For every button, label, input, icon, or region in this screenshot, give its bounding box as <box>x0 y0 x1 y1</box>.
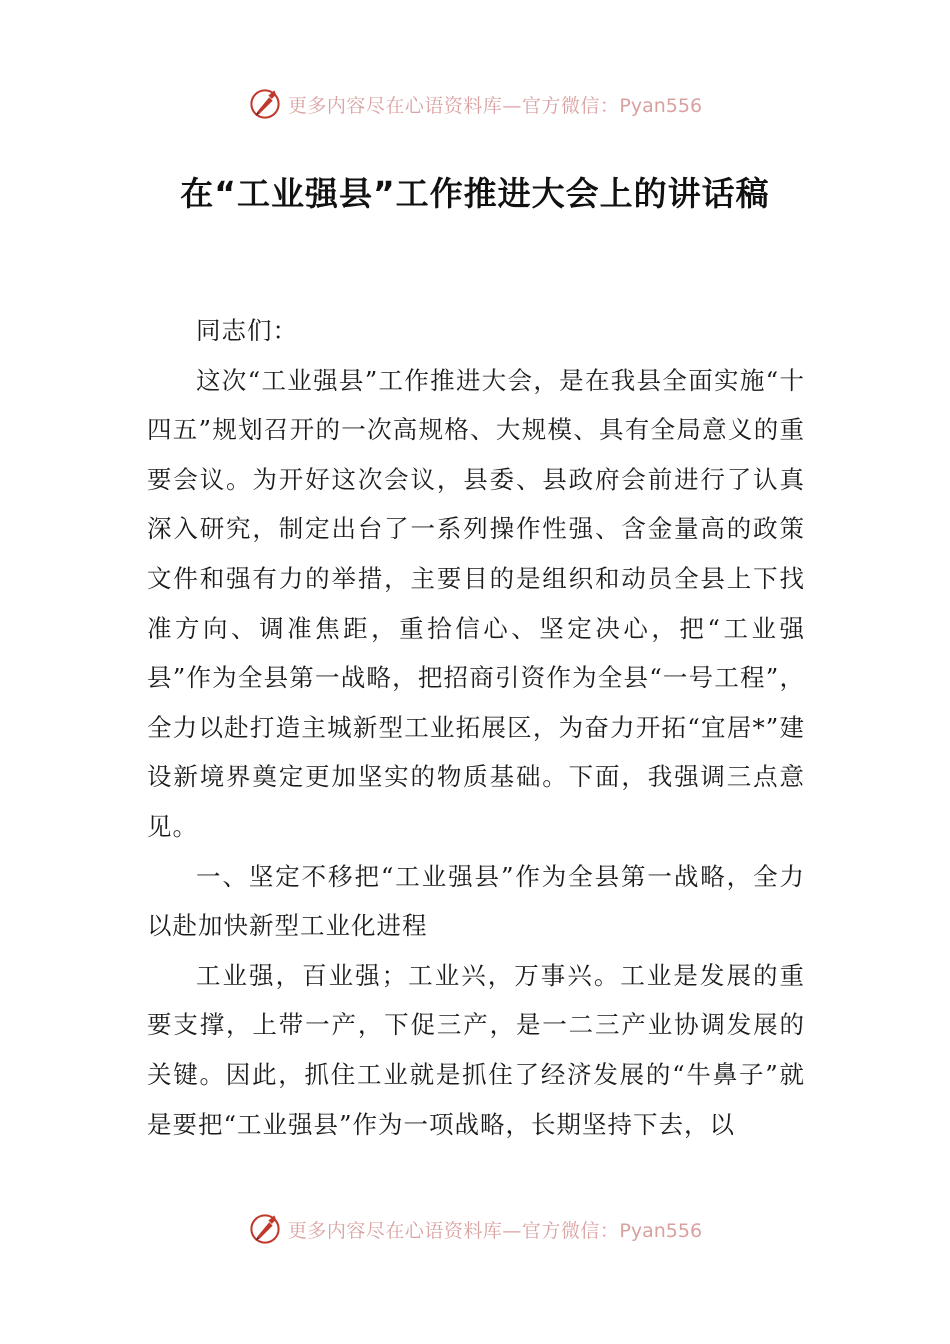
section-heading-1: 一、坚定不移把“工业强县”作为全县第一战略，全力以赴加快新型工业化进程 <box>147 861 805 941</box>
pen-nib-logo-icon <box>248 1212 282 1246</box>
header-watermark <box>0 84 950 124</box>
document-title: 在“工业强县”工作推进大会上的讲话稿 <box>180 174 770 213</box>
document-body <box>147 306 805 1149</box>
body-paragraph-1: 这次“工业强县”工作推进大会，是在我县全面实施“十四五”规划召开的一次高规格、大规模、具有全局意义的重要会议。为开好这次会议，县委、县政府会前进行了认真深入研究，制定出台了一系列操作性强、含金量高的政策文件和强有力的举措，主要目的是组织和动员全县上下找准方向、调准焦距，重拾信心、坚定决心，把“工业强县”作为全县第一战略，把招商引资作为全县“一号工程”，全力以赴打造主城新型工业拓展区，为奋力开拓“宜居*”建设新境界奠定更加坚实的物质基础。下面，我强调三点意见。 <box>147 365 805 841</box>
salutation: 同志们： <box>196 316 298 345</box>
watermark-text: 更多内容尽在心语资料库—官方微信：Pyan556 <box>287 94 703 117</box>
watermark-text: 更多内容尽在心语资料库—官方微信：Pyan556 <box>287 1219 703 1242</box>
body-paragraph-2: 工业强，百业强；工业兴，万事兴。工业是发展的重要支撑，上带一产，下促三产，是一二三产业协调发展的关键。因此，抓住工业就是抓住了经济发展的“牛鼻子”就是要把“工业强县”作为一项战略，长期坚持下去，以 <box>147 960 805 1139</box>
pen-nib-logo-icon <box>248 87 282 121</box>
footer-watermark <box>0 1209 950 1249</box>
